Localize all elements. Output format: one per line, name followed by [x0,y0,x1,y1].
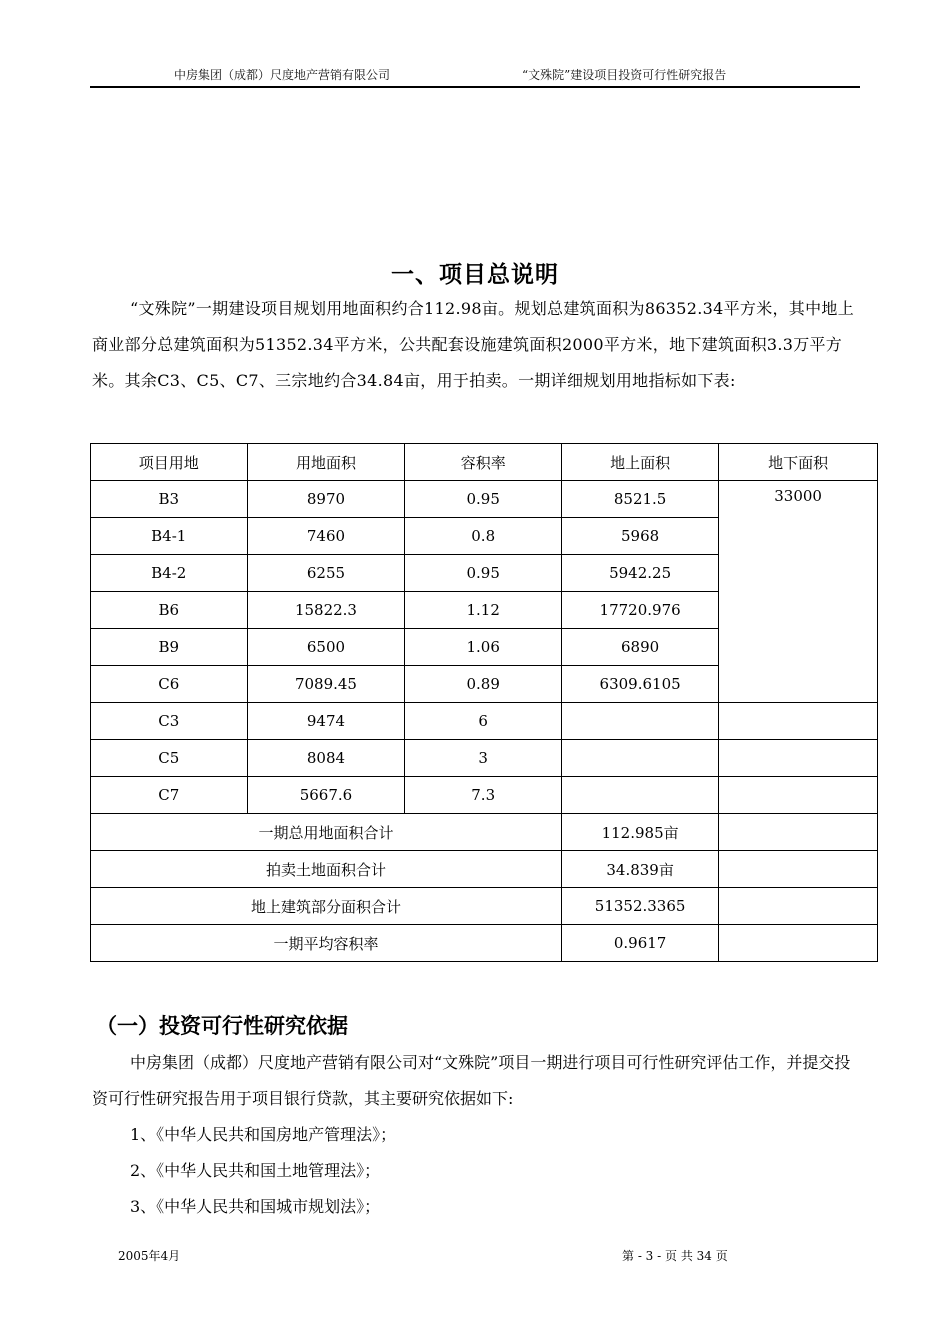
basis-list-item: 3、《中华人民共和国城市规划法》； [130,1197,381,1216]
summary-label: 拍卖土地面积合计 [91,851,562,888]
table-cell [562,703,719,740]
table-cell: C3 [91,703,248,740]
summary-row [91,925,878,962]
summary-label: 地上建筑部分面积合计 [91,888,562,925]
table-cell: B9 [91,629,248,666]
table-cell: 6500 [247,629,405,666]
table-cell: 17720.976 [562,592,719,629]
table-cell-empty [719,740,878,777]
footer-page-number: 第 - 3 - 页 共 34 页 [622,1249,728,1263]
table-cell: B6 [91,592,248,629]
table-cell: 8084 [247,740,405,777]
table-cell: 6255 [247,555,405,592]
table-cell: 1.06 [405,629,562,666]
summary-value: 34.839亩 [562,851,719,888]
table-cell: 8521.5 [562,481,719,518]
summary-value: 51352.3365 [562,888,719,925]
table-cell: 7089.45 [247,666,405,703]
basis-paragraph: 中房集团（成都）尺度地产营销有限公司对“文殊院”项目一期进行项目可行性研究评估工作，并提交投资可行性研究报告用于项目银行贷款，其主要研究依据如下: [92,1053,851,1108]
footer-date: 2005年4月 [118,1249,181,1263]
land-use-table [90,443,878,962]
table-cell-empty [719,925,878,962]
table-cell [562,740,719,777]
table-cell: C6 [91,666,248,703]
summary-row [91,851,878,888]
table-cell: C7 [91,777,248,814]
header-cell: 地下面积 [719,444,878,481]
intro-text: “文殊院”一期建设项目规划用地面积约合112.98亩。规划总建筑面积为86352.34平方米，其中地上商业部分总建筑面积为51352.34平方米，公共配套设施建筑面积2000平方米，地下建筑面积3.3万平方米。其余C3、C5、C7、三宗地约合34.84亩，用于拍卖。一期详细规划用地指标如下表: [92,299,854,390]
table-cell: 6890 [562,629,719,666]
table-row [91,703,878,740]
table-cell: 0.89 [405,666,562,703]
table-cell: 7460 [247,518,405,555]
table-cell: 0.95 [405,555,562,592]
table-row [91,777,878,814]
table-cell: 1.12 [405,592,562,629]
table-cell: B4-2 [91,555,248,592]
table-cell: 0.8 [405,518,562,555]
header-divider [90,86,860,88]
table-cell: 0.95 [405,481,562,518]
page-header [90,66,860,86]
basis-list-item: 2、《中华人民共和国土地管理法》； [130,1161,381,1180]
table-cell: 8970 [247,481,405,518]
summary-label: 一期总用地面积合计 [91,814,562,851]
table-cell-empty [719,814,878,851]
table-cell: 5968 [562,518,719,555]
header-cell: 用地面积 [247,444,405,481]
table-cell: B3 [91,481,248,518]
basis-section [92,1045,862,1225]
header-report-title: “文殊院”建设项目投资可行性研究报告 [522,68,727,82]
table-cell: 9474 [247,703,405,740]
table-cell: 5667.6 [247,777,405,814]
table-cell [562,777,719,814]
header-cell: 容积率 [405,444,562,481]
table-cell: B4-1 [91,518,248,555]
table-cell: 5942.25 [562,555,719,592]
table-row [91,740,878,777]
summary-label: 一期平均容积率 [91,925,562,962]
subsection-title: （一）投资可行性研究依据 [96,1013,348,1038]
summary-row [91,814,878,851]
table-cell-empty [719,777,878,814]
summary-row [91,888,878,925]
table-header-row [91,444,878,481]
table-cell: C5 [91,740,248,777]
table-cell-empty [719,888,878,925]
table-cell: 3 [405,740,562,777]
table-cell: 6 [405,703,562,740]
header-company: 中房集团（成都）尺度地产营销有限公司 [174,68,391,82]
underground-area-cell: 33000 [719,481,878,703]
header-cell: 项目用地 [91,444,248,481]
table-cell: 7.3 [405,777,562,814]
table-cell: 6309.6105 [562,666,719,703]
summary-value: 0.9617 [562,925,719,962]
intro-paragraph [92,291,862,399]
table-row [91,481,878,518]
table-cell-empty [719,703,878,740]
basis-list-item: 1、《中华人民共和国房地产管理法》； [130,1125,397,1144]
table-cell: 15822.3 [247,592,405,629]
summary-value: 112.985亩 [562,814,719,851]
header-cell: 地上面积 [562,444,719,481]
section-title: 一、项目总说明 [391,261,559,288]
table-cell-empty [719,851,878,888]
